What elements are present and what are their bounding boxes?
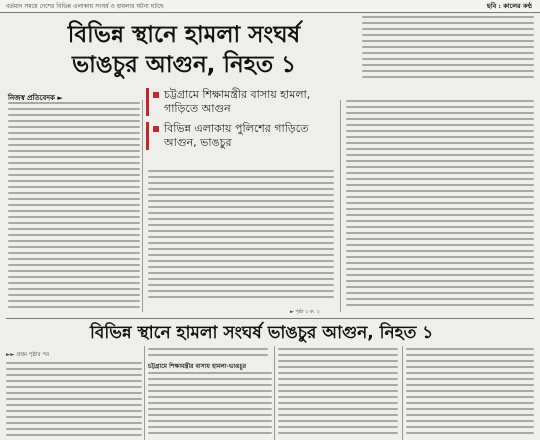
continued-from-note: ►► প্রথম পৃষ্ঠার পর [6, 352, 50, 358]
top-strip [0, 0, 540, 13]
top-strip-text: বর্তমান সময়ে দেশের বিভিন্ন এলাকায় সংঘর্ষ ও হামলার ঘটনা ঘটছে [6, 3, 164, 10]
headline-line-2: ভাঙচুর আগুন, নিহত ১ [71, 52, 297, 78]
column-divider [340, 100, 341, 312]
lower-column-4 [406, 348, 534, 440]
lower-subhead: চট্টগ্রামে শিক্ষামন্ত্রীর বাসায় হামলা-ভাঙচুর [148, 363, 247, 370]
lower-column-2 [148, 372, 272, 440]
byline: নিজস্ব প্রতিবেদক ► [8, 93, 63, 102]
lower-column-2-top [148, 348, 268, 360]
highlight-bullets [146, 88, 336, 156]
page-continue-note: ► পৃষ্ঠা ২ ক. ২ [290, 309, 320, 315]
column-divider [142, 100, 143, 312]
bullet-item [146, 122, 336, 150]
column-divider [144, 346, 145, 440]
headline-line-1: বিভিন্ন স্থানে হামলা সংঘর্ষ [67, 22, 301, 48]
photo-credit: ছবি : কালের কণ্ঠ [486, 2, 532, 10]
continued-headline: বিভিন্ন স্থানে হামলা সংঘর্ষ ভাঙচুর আগুন, নিহত ১ [90, 323, 434, 343]
right-top-column-text [362, 16, 534, 86]
middle-column-body [148, 170, 334, 306]
column-divider [402, 346, 403, 440]
right-column-body [346, 100, 534, 312]
bullet-text: চট্টগ্রামে শিক্ষামন্ত্রীর বাসায় হামলা, গাড়িতে আগুন [164, 88, 311, 115]
lower-column-1 [6, 362, 142, 440]
bullet-text: বিভিন্ন এলাকায় পুলিশের গাড়িতে আগুন, ভাঙচুর [164, 122, 309, 149]
column-divider [274, 346, 275, 440]
left-column-body [8, 102, 140, 312]
bullet-item [146, 88, 336, 116]
lower-column-3 [278, 348, 398, 440]
red-square-icon [153, 92, 159, 98]
red-square-icon [153, 126, 159, 132]
section-divider [6, 318, 534, 319]
main-headline [14, 20, 354, 80]
